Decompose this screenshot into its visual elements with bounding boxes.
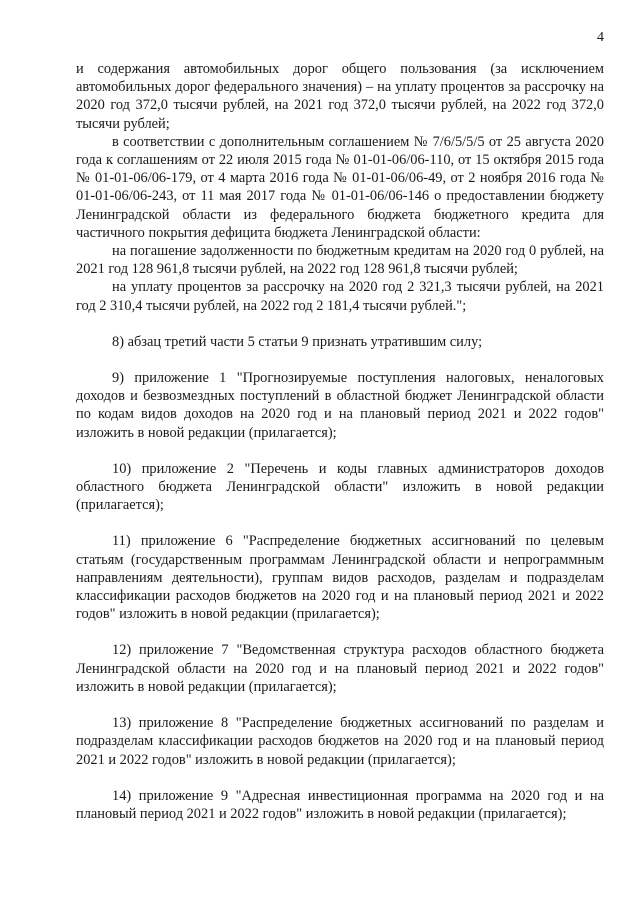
item-11: 11) приложение 6 "Распределение бюджетных ассигнований по целевым статьям (государственным программам Ленинградской области и непрограммным направлениям деятельности), группам видов расходов, разделам и подразделам классификации расходов бюджетов на 2020 год и на плановый период 2021 и 2022 годов" изложить в новой редакции (прилагается); <box>76 533 604 623</box>
paragraph-debt-repayment: на погашение задолженности по бюджетным кредитам на 2020 год 0 рублей, на 2021 год 128 961,8 тысячи рублей, на 2022 год 128 961,8 тысячи рублей; <box>76 243 604 278</box>
item-8: 8) абзац третий части 5 статьи 9 признать утратившим силу; <box>112 333 483 350</box>
document-body <box>76 60 604 823</box>
paragraph-installment-interest: на уплату процентов за рассрочку на 2020 год 2 321,3 тысячи рублей, на 2021 год 2 310,4 тысячи рублей, на 2022 год 2 181,4 тысячи рублей."; <box>76 279 604 314</box>
item-10: 10) приложение 2 "Перечень и коды главных администраторов доходов областного бюджета Ленинградской области" изложить в новой редакции (прилагается); <box>76 460 604 514</box>
item-13: 13) приложение 8 "Распределение бюджетных ассигнований по разделам и подразделам классификации расходов бюджетов на 2020 год и на плановый период 2021 и 2022 годов" изложить в новой редакции (прилагается); <box>76 715 604 768</box>
paragraph-supplementary-agreement: в соответствии с дополнительным соглашением № 7/6/5/5/5 от 25 августа 2020 года к соглашениям от 22 июля 2015 года № 01-01-06/06-110, от 15 октября 2015 года № 01-01-06/06-179, от 4 марта 2016 года № 01-01-06/06-49, от 2 ноября 2016 года № 01-01-06/06-243, от 11 мая 2017 года № 01-01-06/06-146 о предоставлении бюджету Ленинградской области из федерального бюджета бюджетного кредита для частичного покрытия дефицита бюджета Ленинградской области: <box>76 133 604 241</box>
item-12: 12) приложение 7 "Ведомственная структура расходов областного бюджета Ленинградской области на 2020 год и на плановый период 2021 и 2022 годов" изложить в новой редакции (прилагается); <box>76 642 604 695</box>
paragraph-road-interest: и содержания автомобильных дорог общего пользования (за исключением автомобильных дорог федерального значения) – на уплату процентов за рассрочку на 2020 год 372,0 тысячи рублей, на 2021 год 372,0 тысячи рублей, на 2022 год 372,0 тысячи рублей; <box>76 61 604 132</box>
item-14: 14) приложение 9 "Адресная инвестиционная программа на 2020 год и на плановый период 2021 и 2022 годов" изложить в новой редакции (прилагается); <box>76 787 604 822</box>
page-number: 4 <box>597 30 604 45</box>
item-9: 9) приложение 1 "Прогнозируемые поступления налоговых, неналоговых доходов и безвозмездных поступлений в областной бюджет Ленинградской области по кодам видов доходов на 2020 год и на плановый период 2021 и 2022 годов" изложить в новой редакции (прилагается); <box>76 370 604 441</box>
